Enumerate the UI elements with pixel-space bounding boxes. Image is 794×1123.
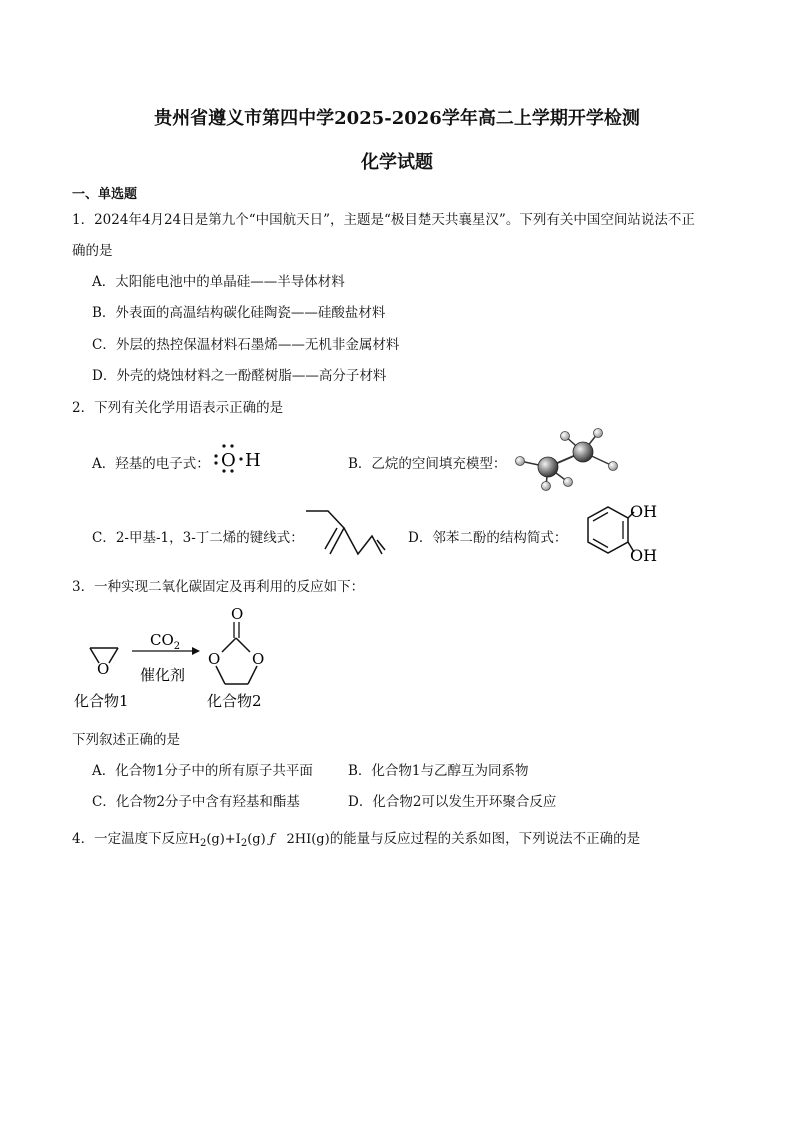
hydroxyl-electron-formula — [212, 440, 272, 476]
catalyst-label: 催化剂 — [140, 666, 186, 684]
q3-option-c: C．化合物2分子中含有羟基和酯基 — [92, 794, 300, 810]
q3-stem: 3．一种实现二氧化碳固定及再利用的反应如下： — [72, 579, 365, 595]
q1-option-b: B．外表面的高温结构碳化硅陶瓷——硅酸盐材料 — [92, 305, 386, 321]
q2-option-d: D．邻苯二酚的结构简式： — [408, 530, 568, 546]
compound1-label: 化合物1 — [74, 692, 129, 710]
reagent-co2: $CO_2$ — [150, 631, 181, 652]
q4-stem — [72, 827, 640, 849]
q1-option-a: A．太阳能电池中的单晶硅——半导体材料 — [92, 274, 345, 290]
q3-option-d: D．化合物2可以发生开环聚合反应 — [348, 794, 557, 810]
q1-option-c: C．外层的热控保温材料石墨烯——无机非金属材料 — [92, 337, 400, 353]
equilibrium-arrow: ƒ — [269, 832, 275, 847]
q2-stem: 2．下列有关化学用语表示正确的是 — [72, 400, 284, 416]
oh-label-2: OH — [630, 546, 658, 565]
hydrogen-symbol: H — [245, 450, 261, 471]
section-heading: 一、单选题 — [72, 187, 138, 202]
ring-oxygen-left: O — [208, 650, 221, 668]
ethane-space-filling-model — [510, 424, 625, 494]
q3-question: 下列叙述正确的是 — [72, 732, 180, 748]
compound2-label: 化合物2 — [207, 692, 262, 710]
exam-title: 贵州省遵义市第四中学2025-2026学年高二上学期开学检测 — [154, 108, 640, 129]
oh-label-1: OH — [630, 502, 658, 521]
carbonyl-oxygen: O — [231, 605, 244, 623]
epoxide-structure — [90, 648, 118, 678]
q1-option-d: D．外壳的烧蚀材料之一酚醛树脂——高分子材料 — [92, 368, 387, 384]
q4-prefix: 4．一定温度下反应 — [72, 831, 189, 847]
q2-option-b: B．乙烷的空间填充模型： — [348, 456, 507, 472]
catechol-structure — [568, 500, 668, 568]
isoprene-skeletal-formula — [300, 506, 390, 561]
q3-option-b: B．化合物1与乙醇互为同系物 — [348, 763, 529, 779]
q3-option-a: A．化合物1分子中的所有原子共平面 — [92, 763, 313, 779]
q2-option-a: A．羟基的电子式： — [92, 456, 210, 472]
q1-stem-line2: 确的是 — [72, 243, 113, 259]
cyclic-carbonate-structure — [208, 605, 264, 684]
exam-subtitle: 化学试题 — [361, 152, 433, 173]
co2-reaction-scheme — [70, 600, 290, 715]
q4-equation: $H_2(g)+I_2(g)$ ƒ 2HI(g) — [188, 832, 330, 849]
q1-stem-line1: 1．2024年4月24日是第九个“中国航天日”，主题是“极目楚天共襄星汉”。下列有关中国空间站说法不正 — [72, 212, 695, 228]
q4-suffix: 的能量与反应过程的关系如图，下列说法不正确的是 — [329, 831, 641, 847]
q2-option-c: C．2-甲基-1，3-丁二烯的键线式： — [92, 530, 304, 546]
oxygen-symbol: O — [221, 450, 236, 471]
epoxide-oxygen: O — [97, 660, 110, 678]
ring-oxygen-right: O — [252, 650, 265, 668]
